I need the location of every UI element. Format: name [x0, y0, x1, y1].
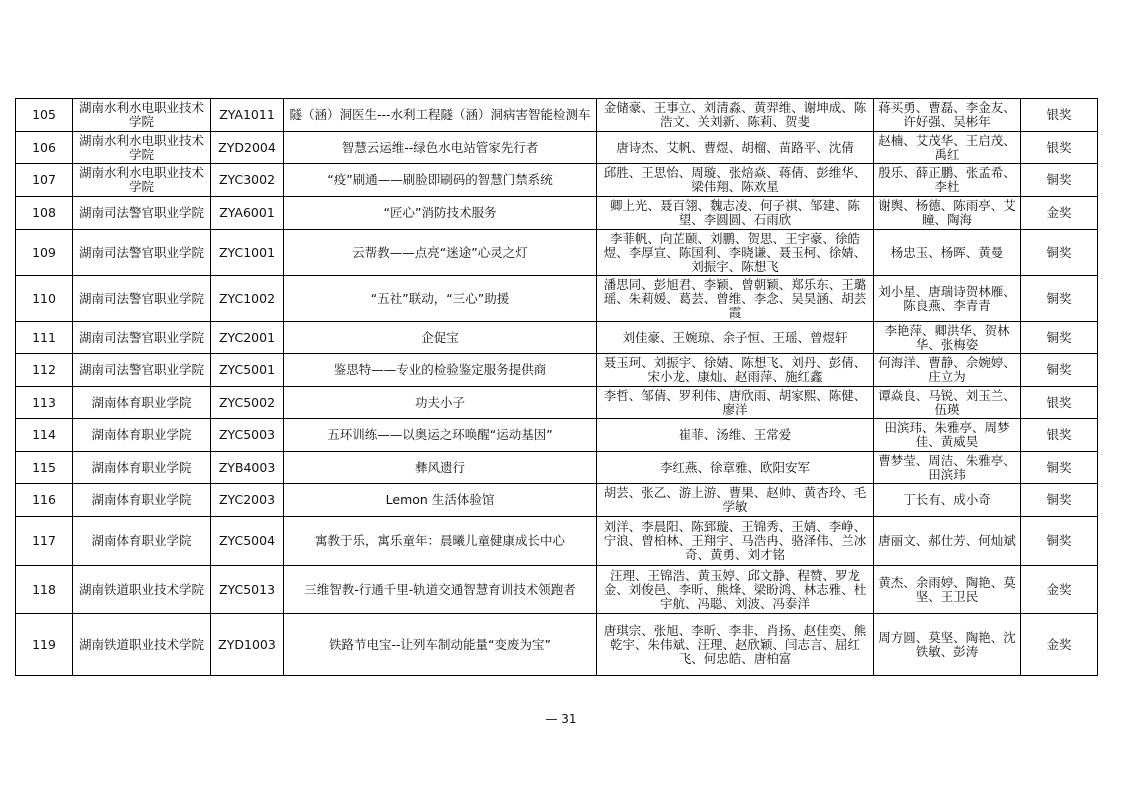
- school-cell: 湖南司法警官职业学院: [73, 354, 211, 387]
- code-cell: ZYD2004: [211, 132, 284, 164]
- table-row: [16, 322, 1098, 354]
- no-cell: 111: [16, 322, 73, 354]
- teachers-cell: 曹梦莹、周洁、朱雅亭、田滨玮: [874, 452, 1021, 484]
- table-row: [16, 132, 1098, 164]
- code-cell: ZYC5004: [211, 517, 284, 566]
- award-cell: 铜奖: [1021, 276, 1098, 322]
- code-cell: ZYC5001: [211, 354, 284, 387]
- teachers-cell: 丁长有、成小奇: [874, 484, 1021, 517]
- school-cell: 湖南水利水电职业技术学院: [73, 132, 211, 164]
- award-cell: 金奖: [1021, 614, 1098, 676]
- students-cell: 金储豪、王事立、刘清淼、黄羿维、谢坤成、陈浩文、关刘新、陈莉、贺斐: [597, 99, 874, 132]
- project-cell: “疫”刷通——刷脸即刷码的智慧门禁系统: [284, 164, 597, 197]
- students-cell: 李红燕、徐章雅、欧阳安军: [597, 452, 874, 484]
- teachers-cell: 唐丽文、郝仕芳、何灿斌: [874, 517, 1021, 566]
- school-cell: 湖南体育职业学院: [73, 387, 211, 419]
- project-cell: 云帮教——点亮“迷途”心灵之灯: [284, 230, 597, 276]
- table-row: [16, 419, 1098, 452]
- project-cell: 寓教于乐，寓乐童年：晨曦儿童健康成长中心: [284, 517, 597, 566]
- school-cell: 湖南体育职业学院: [73, 452, 211, 484]
- code-cell: ZYB4003: [211, 452, 284, 484]
- teachers-cell: 赵楠、艾茂华、王启茂、禹红: [874, 132, 1021, 164]
- award-cell: 铜奖: [1021, 452, 1098, 484]
- code-cell: ZYA1011: [211, 99, 284, 132]
- table-row: [16, 197, 1098, 230]
- students-cell: 刘佳豪、王婉琼、余子恒、王瑶、曾煜轩: [597, 322, 874, 354]
- no-cell: 106: [16, 132, 73, 164]
- award-cell: 铜奖: [1021, 354, 1098, 387]
- project-cell: 彝风遗行: [284, 452, 597, 484]
- students-cell: 唐琪宗、张旭、李昕、李非、肖扬、赵佳奕、熊乾宇、朱伟斌、汪理、赵欣颖、闫志言、屈红飞、何忠皓、唐柏富: [597, 614, 874, 676]
- no-cell: 114: [16, 419, 73, 452]
- project-cell: 鉴思特——专业的检验鉴定服务提供商: [284, 354, 597, 387]
- table-row: [16, 452, 1098, 484]
- table-row: [16, 484, 1098, 517]
- students-cell: 聂玉珂、刘振宇、徐婧、陈想飞、刘丹、彭倩、宋小龙、康灿、赵雨萍、施红鑫: [597, 354, 874, 387]
- teachers-cell: 刘小星、唐瑞诗贺林雁、陈良燕、李青青: [874, 276, 1021, 322]
- code-cell: ZYC5003: [211, 419, 284, 452]
- school-cell: 湖南司法警官职业学院: [73, 230, 211, 276]
- table-row: [16, 387, 1098, 419]
- code-cell: ZYC2001: [211, 322, 284, 354]
- students-cell: 刘洋、李晨阳、陈郅璇、王锦秀、王婧、李峥、宁浪、曾柏林、王翔宇、马浩冉、骆泽伟、兰冰奇、黄勇、刘才铭: [597, 517, 874, 566]
- teachers-cell: 蒋买勇、曹磊、李金友、许好强、吴彬年: [874, 99, 1021, 132]
- students-cell: 胡芸、张乙、游上游、曹果、赵帅、黄杏玲、毛学敏: [597, 484, 874, 517]
- no-cell: 115: [16, 452, 73, 484]
- no-cell: 113: [16, 387, 73, 419]
- school-cell: 湖南司法警官职业学院: [73, 276, 211, 322]
- no-cell: 105: [16, 99, 73, 132]
- school-cell: 湖南铁道职业技术学院: [73, 614, 211, 676]
- teachers-cell: 田滨玮、朱雅亭、周梦佳、黄威昊: [874, 419, 1021, 452]
- table-row: [16, 230, 1098, 276]
- school-cell: 湖南体育职业学院: [73, 419, 211, 452]
- project-cell: 隧（涵）洞医生---水利工程隧（涵）洞病害智能检测车: [284, 99, 597, 132]
- award-cell: 铜奖: [1021, 164, 1098, 197]
- teachers-cell: 周方圆、莫坚、陶艳、沈铁敏、彭涛: [874, 614, 1021, 676]
- project-cell: 五环训练——以奥运之环唤醒“运动基因”: [284, 419, 597, 452]
- students-cell: 潘思同、彭旭君、李颖、曾朝颖、郑乐东、王璐瑶、朱莉媛、葛芸、曾维、李念、吴昊涵、胡芸霞: [597, 276, 874, 322]
- project-cell: “五社”联动，“三心”助援: [284, 276, 597, 322]
- table-row: [16, 566, 1098, 614]
- students-cell: 卿上光、聂百翎、魏志凌、何子祺、邹建、陈望、李圆圆、石雨欣: [597, 197, 874, 230]
- students-cell: 李哲、邹倩、罗利伟、唐欣雨、胡家熙、陈健、廖洋: [597, 387, 874, 419]
- table-row: [16, 614, 1098, 676]
- school-cell: 湖南水利水电职业技术学院: [73, 99, 211, 132]
- teachers-cell: 谢舆、杨德、陈雨亭、艾瞳、陶海: [874, 197, 1021, 230]
- table-row: [16, 99, 1098, 132]
- code-cell: ZYC1002: [211, 276, 284, 322]
- teachers-cell: 谭焱良、马锐、刘玉兰、伍瑛: [874, 387, 1021, 419]
- award-cell: 铜奖: [1021, 517, 1098, 566]
- students-cell: 唐诗杰、艾帆、曹煜、胡榴、苗路平、沈倩: [597, 132, 874, 164]
- table-row: [16, 354, 1098, 387]
- table-row: [16, 517, 1098, 566]
- no-cell: 116: [16, 484, 73, 517]
- award-cell: 铜奖: [1021, 230, 1098, 276]
- code-cell: ZYC2003: [211, 484, 284, 517]
- code-cell: ZYC3002: [211, 164, 284, 197]
- no-cell: 108: [16, 197, 73, 230]
- table-row: [16, 276, 1098, 322]
- no-cell: 112: [16, 354, 73, 387]
- teachers-cell: 杨忠玉、杨晖、黄曼: [874, 230, 1021, 276]
- code-cell: ZYC5013: [211, 566, 284, 614]
- project-cell: Lemon 生活体验馆: [284, 484, 597, 517]
- students-cell: 邱胜、王思怡、周璇、张焙焱、蒋倩、彭维华、梁伟翔、陈欢星: [597, 164, 874, 197]
- project-cell: 企促宝: [284, 322, 597, 354]
- no-cell: 119: [16, 614, 73, 676]
- teachers-cell: 黄杰、余雨婷、陶艳、莫坚、王卫民: [874, 566, 1021, 614]
- project-cell: 三维智教-行通千里-轨道交通智慧育训技术领跑者: [284, 566, 597, 614]
- code-cell: ZYC5002: [211, 387, 284, 419]
- no-cell: 109: [16, 230, 73, 276]
- students-cell: 李菲帆、向芷颐、刘鹏、贺思、王宇豪、徐皓煜、李厚宣、陈国利、李晓谦、聂玉柯、徐婧、刘振宇、陈想飞: [597, 230, 874, 276]
- code-cell: ZYC1001: [211, 230, 284, 276]
- award-cell: 银奖: [1021, 419, 1098, 452]
- school-cell: 湖南体育职业学院: [73, 484, 211, 517]
- project-cell: 铁路节电宝--让列车制动能量“变废为宝”: [284, 614, 597, 676]
- no-cell: 107: [16, 164, 73, 197]
- school-cell: 湖南司法警官职业学院: [73, 322, 211, 354]
- school-cell: 湖南水利水电职业技术学院: [73, 164, 211, 197]
- project-cell: 功夫小子: [284, 387, 597, 419]
- school-cell: 湖南铁道职业技术学院: [73, 566, 211, 614]
- project-cell: “匠心”消防技术服务: [284, 197, 597, 230]
- page-number: — 31: [545, 712, 577, 726]
- no-cell: 110: [16, 276, 73, 322]
- table-row: [16, 164, 1098, 197]
- award-cell: 铜奖: [1021, 322, 1098, 354]
- school-cell: 湖南体育职业学院: [73, 517, 211, 566]
- students-cell: 汪理、王锦浩、黄玉婷、邱文静、程赞、罗龙金、刘俊邑、李昕、熊烽、梁盼鸿、林志雅、杜宇航、冯聪、刘波、冯泰洋: [597, 566, 874, 614]
- award-cell: 银奖: [1021, 132, 1098, 164]
- teachers-cell: 何海洋、曹静、佘婉婷、庄立为: [874, 354, 1021, 387]
- teachers-cell: 殷乐、薛正鹏、张孟希、李杜: [874, 164, 1021, 197]
- school-cell: 湖南司法警官职业学院: [73, 197, 211, 230]
- code-cell: ZYD1003: [211, 614, 284, 676]
- award-cell: 金奖: [1021, 566, 1098, 614]
- no-cell: 117: [16, 517, 73, 566]
- awards-table: [15, 98, 1098, 676]
- project-cell: 智慧云运维--绿色水电站管家先行者: [284, 132, 597, 164]
- no-cell: 118: [16, 566, 73, 614]
- teachers-cell: 李艳萍、卿洪华、贺林华、张梅姿: [874, 322, 1021, 354]
- code-cell: ZYA6001: [211, 197, 284, 230]
- students-cell: 崔菲、汤维、王常爱: [597, 419, 874, 452]
- award-cell: 金奖: [1021, 197, 1098, 230]
- award-cell: 银奖: [1021, 387, 1098, 419]
- award-cell: 银奖: [1021, 99, 1098, 132]
- award-cell: 铜奖: [1021, 484, 1098, 517]
